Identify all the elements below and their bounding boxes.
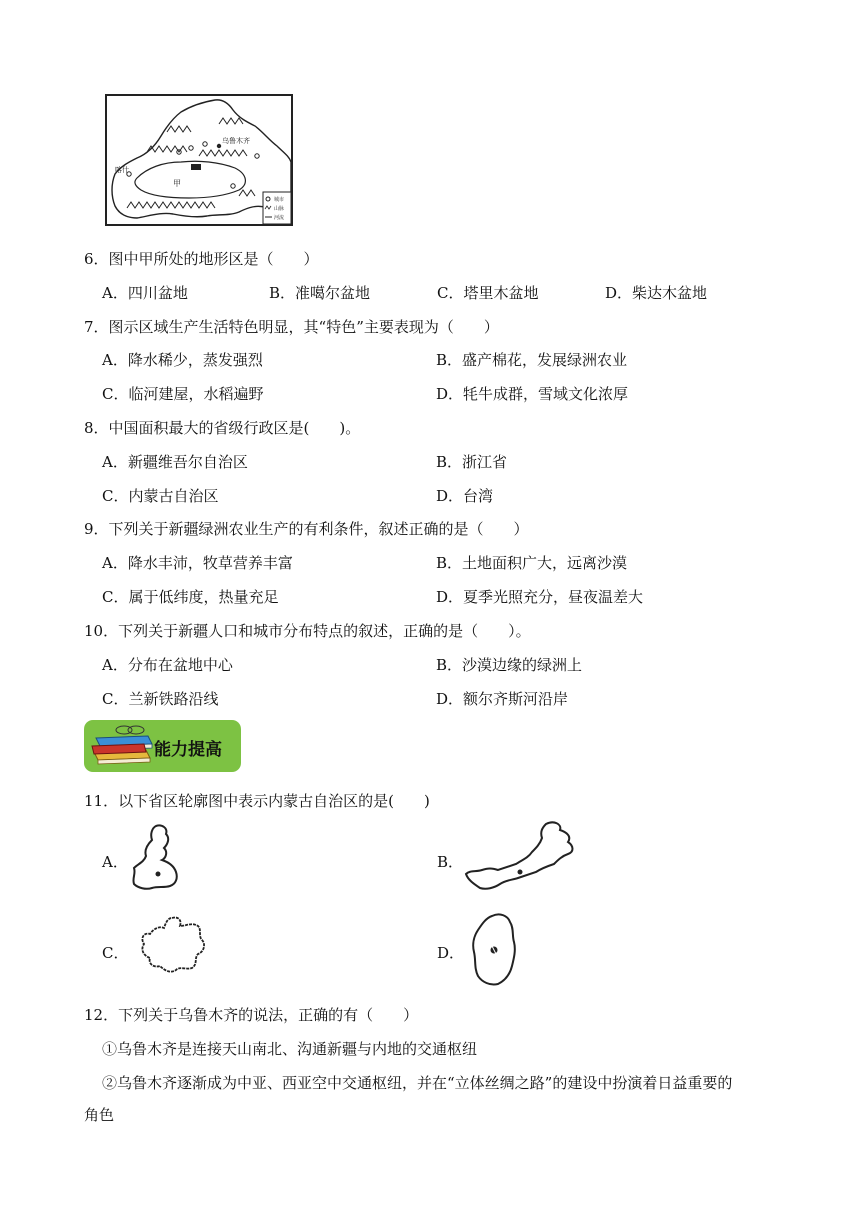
q9-option-d[interactable]: D．夏季光照充分，昼夜温差大: [436, 588, 644, 606]
q8-option-a[interactable]: A．新疆维吾尔自治区: [102, 453, 248, 471]
q6-option-c[interactable]: C．塔里木盆地: [437, 284, 539, 302]
q7-stem: 7．图示区域生产生活特色明显，其“特色”主要表现为（ ）: [84, 318, 499, 336]
q6-stem: 6．图中甲所处的地形区是（ ）: [84, 250, 319, 268]
xinjiang-map-drawing: [107, 96, 291, 224]
q11-option-d[interactable]: D．: [437, 944, 465, 962]
q8-option-b[interactable]: B．浙江省: [436, 453, 508, 471]
legend-mountain: 山脉: [274, 206, 285, 212]
q10-option-c[interactable]: C．兰新铁路沿线: [102, 690, 219, 708]
legend-city: 城市: [274, 197, 285, 203]
q6-option-d[interactable]: D．柴达木盆地: [605, 284, 708, 302]
q12-statement-1: ①乌鲁木齐是连接天山南北、沟通新疆与内地的交通枢纽: [102, 1040, 478, 1058]
q7-option-c[interactable]: C．临河建屋，水稻遍野: [102, 385, 264, 403]
q9-option-c[interactable]: C．属于低纬度，热量充足: [102, 588, 279, 606]
q12-statement-2: ②乌鲁木齐逐渐成为中亚、西亚空中交通枢纽，并在“立体丝绸之路”的建设中扮演着日益重要的: [102, 1074, 733, 1092]
q8-option-d[interactable]: D．台湾: [436, 487, 494, 505]
map-label-kashgar: 喀什: [115, 166, 129, 174]
legend-river: 河流: [274, 215, 285, 221]
q9-option-a[interactable]: A．降水丰沛，牧草营养丰富: [102, 554, 293, 572]
map-label-jia: 甲: [173, 179, 181, 188]
q11-option-b[interactable]: B．: [437, 853, 464, 871]
xinjiang-map: [105, 94, 293, 226]
q9-option-b[interactable]: B．土地面积广大，远离沙漠: [436, 554, 628, 572]
q10-stem: 10．下列关于新疆人口和城市分布特点的叙述，正确的是（ ）。: [84, 622, 531, 640]
q11-stem: 11．以下省区轮廓图中表示内蒙古自治区的是( ): [84, 792, 430, 810]
q10-option-a[interactable]: A．分布在盆地中心: [102, 656, 233, 674]
q11-option-a[interactable]: A．: [102, 853, 128, 871]
q6-option-a[interactable]: A．四川盆地: [102, 284, 188, 302]
province-outline-b[interactable]: [462, 818, 582, 896]
q8-stem: 8．中国面积最大的省级行政区是( )。: [84, 419, 361, 437]
q7-option-d[interactable]: D．牦牛成群，雪域文化浓厚: [436, 385, 629, 403]
q11-option-c[interactable]: C．: [102, 944, 129, 962]
province-outline-d[interactable]: [466, 910, 526, 990]
q8-option-c[interactable]: C．内蒙古自治区: [102, 487, 219, 505]
q6-option-b[interactable]: B．准噶尔盆地: [269, 284, 371, 302]
section-badge: [84, 720, 241, 772]
q10-option-b[interactable]: B．沙漠边缘的绿洲上: [436, 656, 583, 674]
q9-stem: 9．下列关于新疆绿洲农业生产的有利条件，叙述正确的是（ ）: [84, 520, 529, 538]
province-outline-c[interactable]: [132, 912, 212, 978]
q7-option-a[interactable]: A．降水稀少，蒸发强烈: [102, 351, 263, 369]
q12-statement-2-continued: 角色: [84, 1106, 115, 1124]
books-icon: [90, 724, 154, 768]
section-title: 能力提高: [154, 740, 222, 760]
province-outline-a[interactable]: [126, 822, 186, 894]
map-label-urumqi: 乌鲁木齐: [222, 137, 250, 145]
q10-option-d[interactable]: D．额尔齐斯河沿岸: [436, 690, 569, 708]
q7-option-b[interactable]: B．盛产棉花，发展绿洲农业: [436, 351, 628, 369]
q12-stem: 12．下列关于乌鲁木齐的说法，正确的有（ ）: [84, 1006, 419, 1024]
